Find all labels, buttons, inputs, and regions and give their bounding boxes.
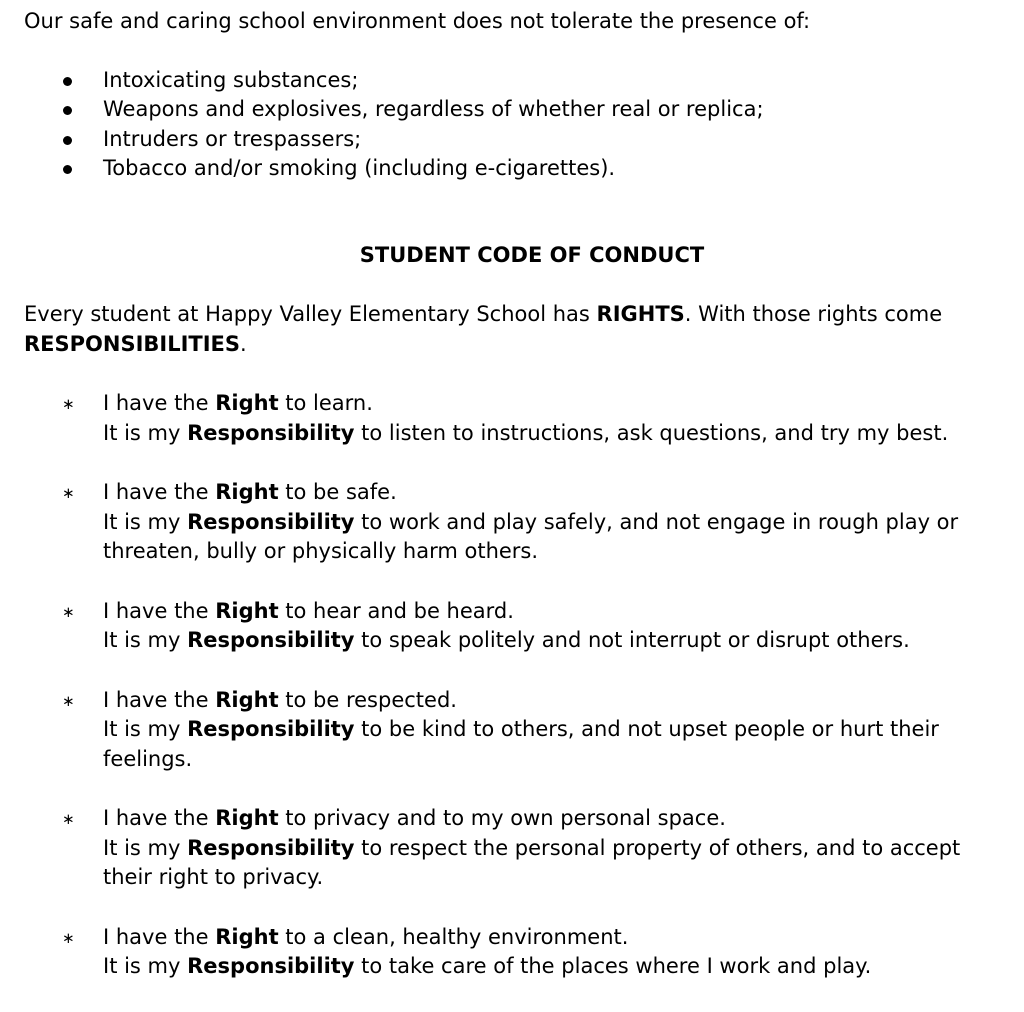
section-heading: STUDENT CODE OF CONDUCT (359, 242, 705, 267)
list-item (24, 597, 1014, 656)
list-item (24, 686, 1014, 775)
asterisk-bullet-icon: ∗ (62, 928, 75, 947)
intro-paragraph: Our safe and caring school environment does not tolerate the presence of: (24, 9, 811, 33)
asterisk-bullet-icon: ∗ (62, 691, 75, 710)
list-item (24, 389, 1014, 448)
list-item: Tobacco and/or smoking (including e-cigarettes). (24, 154, 1014, 184)
responsibility-statement: It is my Responsibility to work and play safely, and not engage in rough play or threaten, bully or physically harm others. (103, 509, 959, 563)
bullet-dot-icon (63, 165, 72, 174)
right-statement: I have the Right to be respected. (103, 687, 457, 712)
right-statement: I have the Right to privacy and to my own personal space. (103, 806, 726, 830)
responsibility-statement: It is my Responsibility to respect the personal property of others, and to accept their right to privacy. (103, 835, 961, 889)
rights-list (24, 389, 1014, 982)
responsibility-statement: It is my Responsibility to be kind to others, and not upset people or hurt their feelings. (103, 717, 939, 771)
bullet-dot-icon (63, 136, 72, 145)
right-statement: I have the Right to be safe. (103, 480, 397, 504)
asterisk-bullet-icon: ∗ (62, 395, 75, 413)
responsibility-statement: It is my Responsibility to take care of the places where I work and play. (103, 954, 872, 978)
right-statement: I have the Right to learn. (103, 391, 373, 415)
responsibilities-word: RESPONSIBILITIES (24, 331, 241, 356)
list-item: Weapons and explosives, regardless of whether real or replica; (24, 95, 1014, 125)
list-item (24, 923, 1014, 982)
asterisk-bullet-icon: ∗ (62, 484, 75, 502)
right-statement: I have the Right to hear and be heard. (103, 598, 514, 623)
list-item: Intoxicating substances; (24, 66, 1014, 96)
asterisk-bullet-icon: ∗ (62, 810, 75, 828)
right-statement: I have the Right to a clean, healthy environment. (103, 924, 629, 949)
rights-word: RIGHTS (596, 302, 685, 326)
list-item (24, 478, 1014, 567)
bullet-dot-icon (63, 77, 72, 86)
list-item (24, 804, 1014, 893)
rights-intro-paragraph: Every student at Happy Valley Elementary School has RIGHTS. With those rights come RESPONSIBILITIES. (24, 302, 943, 356)
prohibited-list (24, 66, 1014, 184)
bullet-dot-icon (63, 106, 72, 115)
asterisk-bullet-icon: ∗ (62, 602, 75, 621)
responsibility-statement: It is my Responsibility to speak politely and not interrupt or disrupt others. (103, 628, 910, 652)
list-item: Intruders or trespassers; (24, 125, 1014, 155)
responsibility-statement: It is my Responsibility to listen to instructions, ask questions, and try my best. (103, 420, 949, 445)
document-page (24, 7, 1014, 1012)
